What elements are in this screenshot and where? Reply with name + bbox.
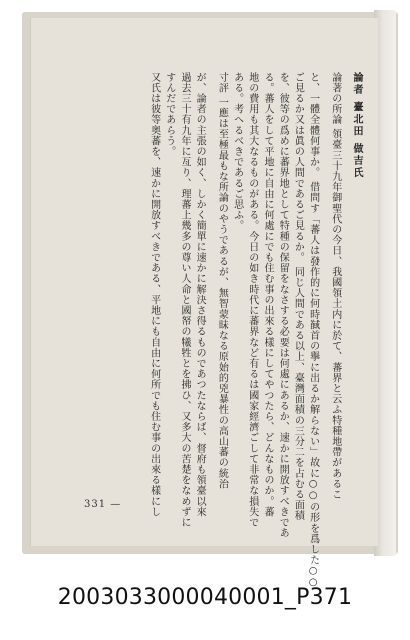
text-column: 寸評 一應は至極最もな所論のやうであるが、無智蒙昧なる原始的兇暴性の高山蕃の統治 (216, 72, 228, 490)
text-column: が、論者の主張の如く、しかく簡單に速かに解決さ得るものであつたならば、督府も領臺以來 (194, 72, 206, 518)
text-column: 過去三十有九年に亙り、理蕃上幾多の尊い人命と國帑の犧牲とを拂ひ、又多大の苦楚をなめずに (178, 72, 190, 528)
text-column: 論著の所論 領臺三十九年御聖代の今日、我國領土内に於て、蕃界と云ふ特種地帶があるこ (329, 72, 341, 500)
text-column: る。蕃人をして平地に自由に何處にでも住む事の出來る樣にしてやつたら、どんなものか。蕃 (261, 72, 273, 518)
text-column: を、彼等の爲めに蕃界地として特種の保留をなさする必要は何處にあるか、速かに開放すべきであ (277, 72, 289, 539)
text-column: ご見るか又は眞の人間であるご見るか。 同じ人間である以上、臺灣面積の三分二を占むる面積 (292, 72, 304, 521)
catalog-id-caption: 2003033000040001_P371 (57, 585, 353, 610)
text-column: すんだであらう。 (163, 72, 175, 157)
page-number: 331 — (84, 499, 122, 510)
text-column: 地の費用も其大なるものがある。今日の如き時代に蕃界など有るは國家經濟ごして非常な損失で (246, 72, 258, 528)
text-column: ある。考へるべきであるご思ふ。 (231, 72, 243, 231)
text-column: と、一體全體何事か。 借問す「蕃人は發作的に何時馘首の擧に出るか解らない」故に○○の形を爲した○○ (307, 72, 319, 589)
article-heading: 論者 臺北田 做吉氏 (351, 72, 362, 179)
text-column: 又氏は彼等奥蕃を、速かに開放すべきである、平地にも自由に何所でも住む事の出來る樣にし (148, 72, 160, 518)
